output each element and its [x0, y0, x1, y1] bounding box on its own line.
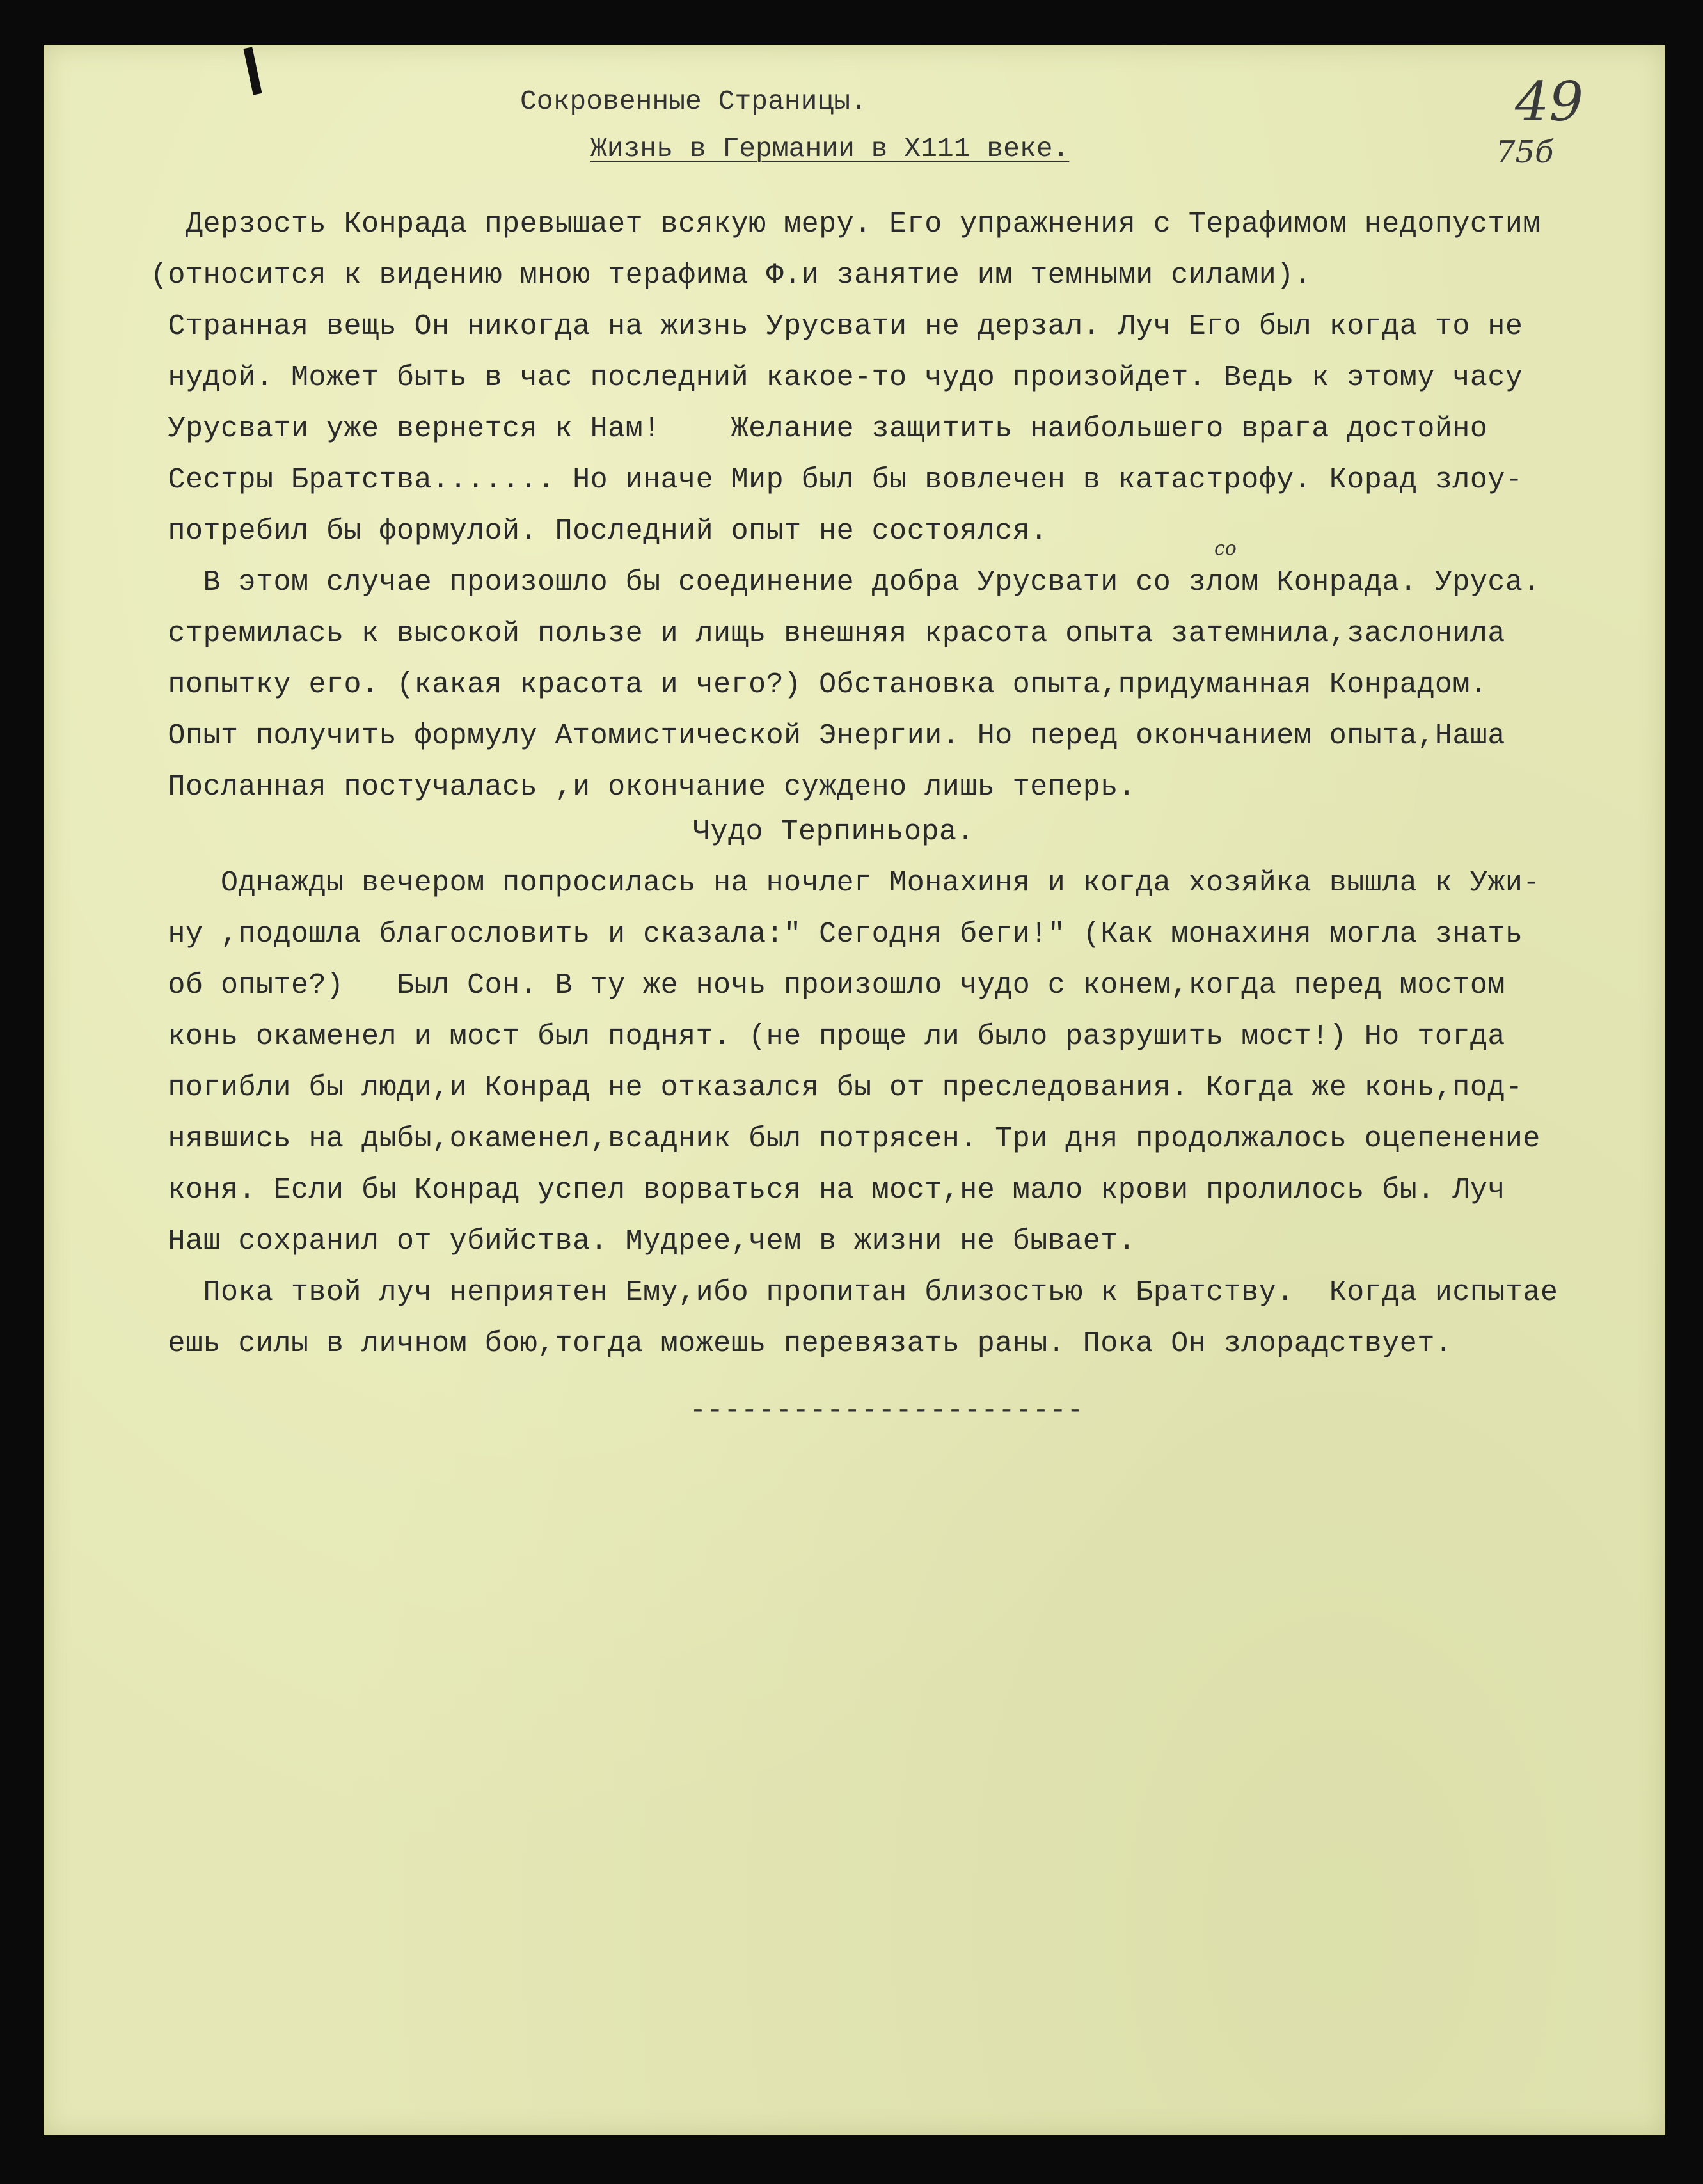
- text-line: Наш сохранил от убийства. Мудрее,чем в жизни не бывает.: [150, 1225, 1136, 1258]
- text-line: Дерзость Конрада превышает всякую меру. Его упражнения с Терафимом недопустим: [150, 208, 1541, 241]
- text-line: стремилась к высокой пользе и лищь внешняя красота опыта затемнила,заслонила: [150, 617, 1505, 650]
- document-page: [44, 45, 1665, 2135]
- text-line: Однажды вечером попросилась на ночлег Монахиня и когда хозяйка вышла к Ужи-: [150, 867, 1541, 899]
- text-line: Урусвати уже вернется к Нам! Желание защитить наибольшего врага достойно: [150, 413, 1488, 445]
- page-title: Сокровенные Страницы.: [520, 86, 867, 117]
- text-line: Пока твой луч неприятен Ему,ибо пропитан близостью к Братству. Когда испытае: [150, 1276, 1558, 1309]
- text-line: попытку его. (какая красота и чего?) Обстановка опыта,придуманная Конрадом.: [150, 669, 1488, 701]
- text-line: нявшись на дыбы,окаменел,всадник был потрясен. Три дня продолжалось оцепенение: [150, 1123, 1541, 1155]
- section-heading: Чудо Терпиньора.: [693, 816, 975, 848]
- text-line: об опыте?) Был Сон. В ту же ночь произошло чудо с конем,когда перед мостом: [150, 969, 1505, 1002]
- text-line: нудой. Может быть в час последний какое-то чудо произойдет. Ведь к этому часу: [150, 361, 1523, 394]
- text-line: ешь силы в личном бою,тогда можешь перевязать раны. Пока Он злорадствует.: [150, 1327, 1453, 1360]
- text-line: Сестры Братства....... Но иначе Мир был бы вовлечен в катастрофу. Корад злоу-: [150, 464, 1523, 496]
- text-line: Странная вещь Он никогда на жизнь Урусвати не дерзал. Луч Его был когда то не: [150, 310, 1523, 343]
- text-line: (относится к видению мною терафима Ф.и занятие им темными силами).: [150, 259, 1312, 292]
- handwritten-insert: со: [1214, 537, 1237, 560]
- page-subtitle: Жизнь в Германии в Х111 веке.: [590, 133, 1070, 164]
- text-line: коня. Если бы Конрад успел ворваться на мост,не мало крови пролилось бы. Луч: [150, 1174, 1505, 1207]
- text-line: потребил бы формулой. Последний опыт не состоялся.: [150, 515, 1048, 548]
- text-line: Опыт получить формулу Атомистической Энергии. Но перед окончанием опыта,Наша: [150, 720, 1505, 752]
- text-line: Посланная постучалась ,и окончание суждено лишь теперь.: [150, 771, 1136, 803]
- text-line: ну ,подошла благословить и сказала:" Сегодня беги!" (Как монахиня могла знать: [150, 918, 1523, 951]
- separator-line: -----------------------: [690, 1395, 1084, 1426]
- folio-number-secondary: 75б: [1496, 134, 1554, 170]
- text-line: погибли бы люди,и Конрад не отказался бы от преследования. Когда же конь,под-: [150, 1072, 1523, 1104]
- text-line: конь окаменел и мост был поднят. (не проще ли было разрушить мост!) Но тогда: [150, 1020, 1505, 1053]
- ink-mark: [243, 47, 262, 95]
- folio-number: 49: [1515, 70, 1583, 133]
- text-line: В этом случае произошло бы соединение добра Урусвати со злом Конрада. Уруса.: [150, 566, 1541, 599]
